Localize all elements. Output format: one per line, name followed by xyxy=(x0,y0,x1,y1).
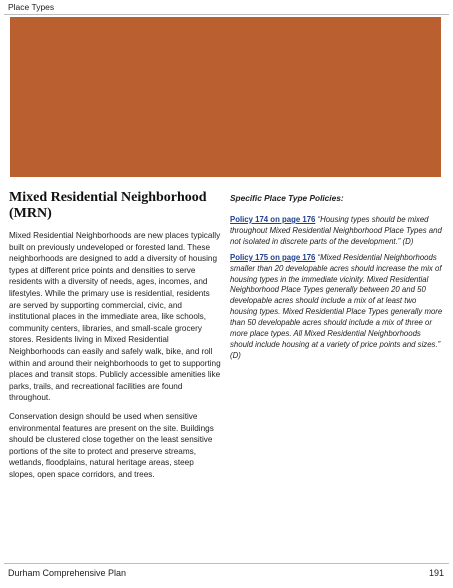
footer-divider xyxy=(4,563,449,564)
policy-174-text: “Housing types should be mixed throughout Mixed Residential Neighborhood Place Types and not isolated in discrete parts of the development.” (D) xyxy=(230,215,442,246)
header-divider xyxy=(4,14,449,15)
page-title: Mixed Residential Neighborhood (MRN) xyxy=(9,190,207,221)
policy-item xyxy=(230,215,444,248)
page-number: 191 xyxy=(428,568,444,578)
policy-column xyxy=(230,193,444,367)
policy-174-link[interactable]: Policy 174 on page 176 xyxy=(230,215,316,224)
description-paragraph-2: Conservation design should be used when sensitive environmental features are present on the site. Buildings should be clustered close together on the least sensitive portions of the site to protect and preserve streams, wetlands, floodplains, natural heritage areas, steep slopes, open space corridors, and trees. xyxy=(9,411,214,479)
footer-title: Durham Comprehensive Plan xyxy=(8,568,127,578)
policy-175-link[interactable]: Policy 175 on page 176 xyxy=(230,252,316,262)
main-column xyxy=(9,190,221,487)
place-type-color-swatch xyxy=(10,17,441,177)
policy-175-text: “Mixed Residential Neighborhoods smaller than 20 developable acres should increase the mix of housing types in the immediate vicinity. Mixed Residential Neighborhood Place Types generally between 20 and 50 developable acres should include a mix of at least two housing types. Mixed Residential Place Types generally more than 50 developable acres should include a mix of three or more place types. All Mixed Residential Neighborhoods should include housing at a variety of price points and sizes.” (D) xyxy=(230,252,443,360)
section-header: Place Types xyxy=(8,2,55,12)
policy-item xyxy=(230,253,444,362)
description-paragraph-1: Mixed Residential Neighborhoods are new places typically built on previously undeveloped or forested land. These neighborhoods are designed to add a diversity of housing types at different price points and densities to serve residents with a diversity of needs, ages, incomes, and lifestyles. While the primary use is residential, residents are served by supporting commercial, civic, and institutional places in the immediate area, like schools, community centers, libraries, and small-scale grocery stores. Residents living in Mixed Residential Neighborhoods can easily and safely walk, bike, and roll within and around their neighborhoods to get to supporting places and transit stops. Publicly accessible amenities like parks, trails, and recreational facilities are found throughout. xyxy=(9,231,221,403)
policies-heading: Specific Place Type Policies: xyxy=(230,193,344,203)
